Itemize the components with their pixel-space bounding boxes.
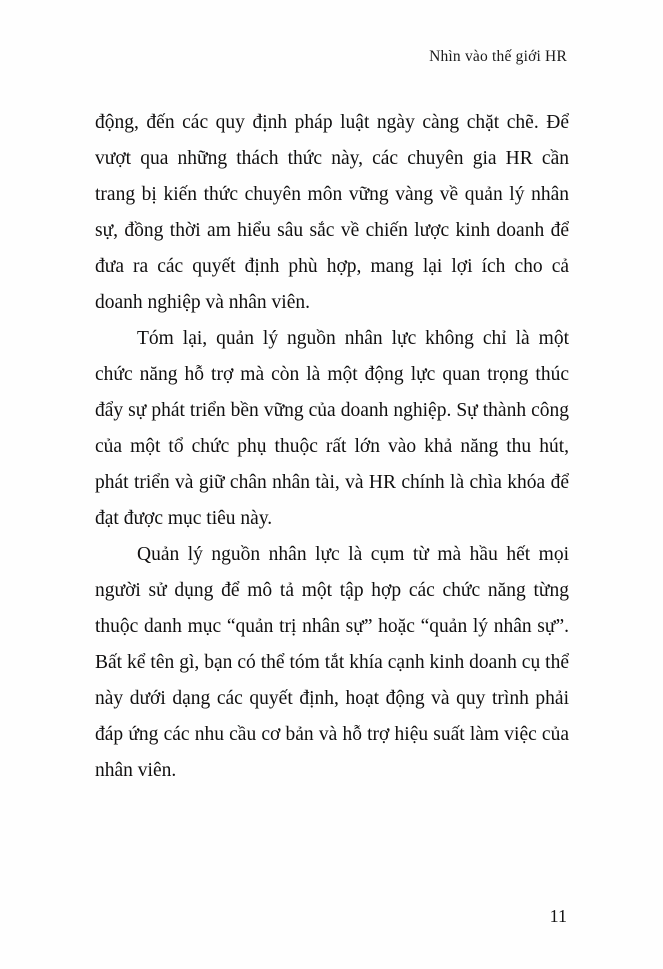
paragraph-1: động, đến các quy định pháp luật ngày càng chặt chẽ. Để vượt qua những thách thức này, các chuyên gia HR cần trang bị kiến thức chuyên môn vững vàng về quản lý nhân sự, đồng thời am hiểu sâu sắc về chiến lược kinh doanh để đưa ra các quyết định phù hợp, mang lại lợi ích cho cả doanh nghiệp và nhân viên.: [95, 112, 569, 313]
running-head: Nhìn vào thế giới HR: [429, 48, 567, 65]
page-number: 11: [549, 906, 567, 926]
paragraph-2: Tóm lại, quản lý nguồn nhân lực không chỉ là một chức năng hỗ trợ mà còn là một động lực quan trọng thúc đẩy sự phát triển bền vững của doanh nghiệp. Sự thành công của một tổ chức phụ thuộc rất lớn vào khả năng thu hút, phát triển và giữ chân nhân tài, và HR chính là chìa khóa để đạt được mục tiêu này.: [95, 328, 569, 529]
paragraph-3: Quản lý nguồn nhân lực là cụm từ mà hầu hết mọi người sử dụng để mô tả một tập hợp các chức năng từng thuộc danh mục “quản trị nhân sự” hoặc “quản lý nhân sự”. Bất kể tên gì, bạn có thể tóm tắt khía cạnh kinh doanh cụ thể này dưới dạng các quyết định, hoạt động và quy trình phải đáp ứng các nhu cầu cơ bản và hỗ trợ hiệu suất làm việc của nhân viên.: [95, 544, 569, 781]
body-text: [95, 105, 569, 789]
